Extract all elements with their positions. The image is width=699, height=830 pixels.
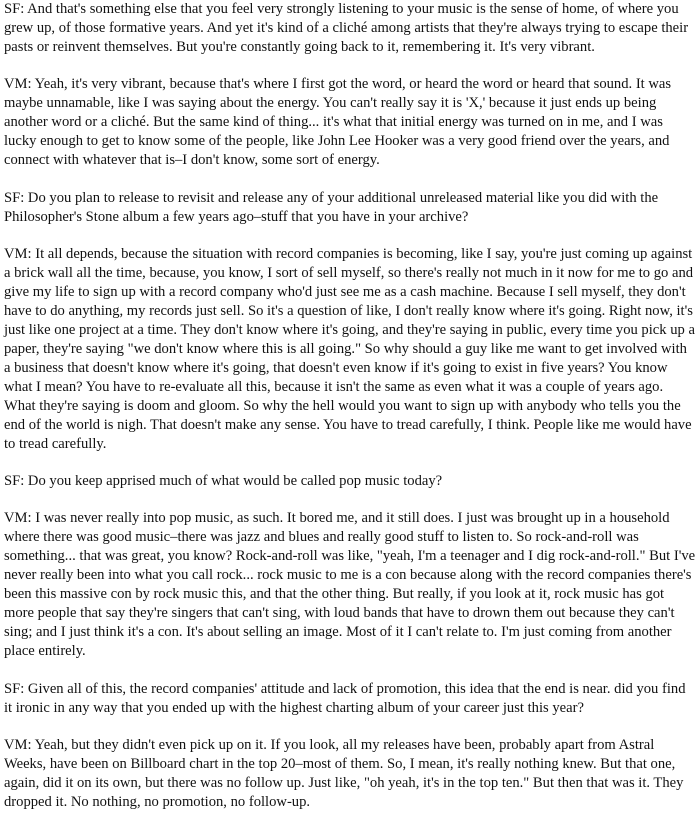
paragraph-vm-no-follow-up: VM: Yeah, but they didn't even pick up on it. If you look, all my releases have been, probably apart from Astral Weeks, have been on Billboard chart in the top 20–most of them. So, I mean, it's really nothing knew. But that one, again, did it on its own, but there was no follow up. Just like, "oh yeah, it's in the top ten." But then that was it. They dropped it. No nothing, no promotion, no follow-up. [4,737,684,811]
paragraph-vm-record-companies: VM: It all depends, because the situation with record companies is becoming, like I say, you're just coming up against a brick wall all the time, because, you know, I sort of sell myself, so there's really not much in it now for me to go and give my life to sign up with a record company who'd just see me as a cash machine. Because I sell myself, they don't have to do anything, my records just sell. So it's a question of like, I don't really know where it's going. Right now, it's just like one project at a time. They don't know where it's going, and they're saying in public, every time you pick up a paper, they're saying "we don't know where this is all going." So why should a guy like me want to get involved with a business that doesn't know where it's going, that doesn't even know if it's going to exist in five years? You know what I mean? You have to re-evaluate all this, because it isn't the same as even what it was a couple of years ago. What they're saying is doom and gloom. So why the hell would you want to sign up with anybody who tells you the end of the world is nigh. That doesn't make any sense. You have to tread carefully, I think. People like me would have to tread carefully. [4,245,695,452]
paragraph-sf-unreleased-material: SF: Do you plan to release to revisit and release any of your additional unreleased material like you did with the Philosopher's Stone album a few years ago–stuff that you have in your archive? [4,189,659,225]
paragraph-sf-highest-charting: SF: Given all of this, the record companies' attitude and lack of promotion, this idea that the end is near. did you find it ironic in any way that you ended up with the highest charting album of your career just this year? [4,680,686,716]
paragraph-vm-never-into-pop: VM: I was never really into pop music, as such. It bored me, and it still does. I just was brought up in a household where there was good music–there was jazz and blues and really good stuff to listen to. So rock-and-roll was something... that was great, you know? Rock-and-roll was like, "yeah, I'm a teenager and I dig rock-and-roll." But I've never really been into what you call rock... rock music to me is a con because along with the record companies there's been this massive con by rock music this, and that the other thing. But really, if you look at it, rock music has got more people that say they're singers that can't sing, with loud bands that have to drown them out because they can't sing; and I just think it's a con. It's about selling an image. Most of it I can't relate to. I'm just coming from another place entirely. [4,510,696,660]
paragraph-sf-sense-of-home: SF: And that's something else that you feel very strongly listening to your music is the sense of home, of where you grew up, of those formative years. And yet it's kind of a cliché among artists that they're always trying to escape their pasts or reinvent themselves. But you're constantly going back to it, remembering it. It's very vibrant. [4,1,689,55]
paragraph-vm-very-vibrant: VM: Yeah, it's very vibrant, because that's where I first got the word, or heard the word or heard that sound. It was maybe unnamable, like I was saying about the energy. You can't really say it is 'X,' because it just ends up being another word or a cliché. But the same kind of thing... it's what that initial energy was turned on in me, and I was lucky enough to get to know some of the people, like John Lee Hooker was a very good friend over the years, and connect with whatever that is–I don't know, some sort of energy. [4,76,672,169]
interview-transcript [4,0,697,830]
paragraph-sf-pop-music: SF: Do you keep apprised much of what would be called pop music today? [4,473,443,490]
